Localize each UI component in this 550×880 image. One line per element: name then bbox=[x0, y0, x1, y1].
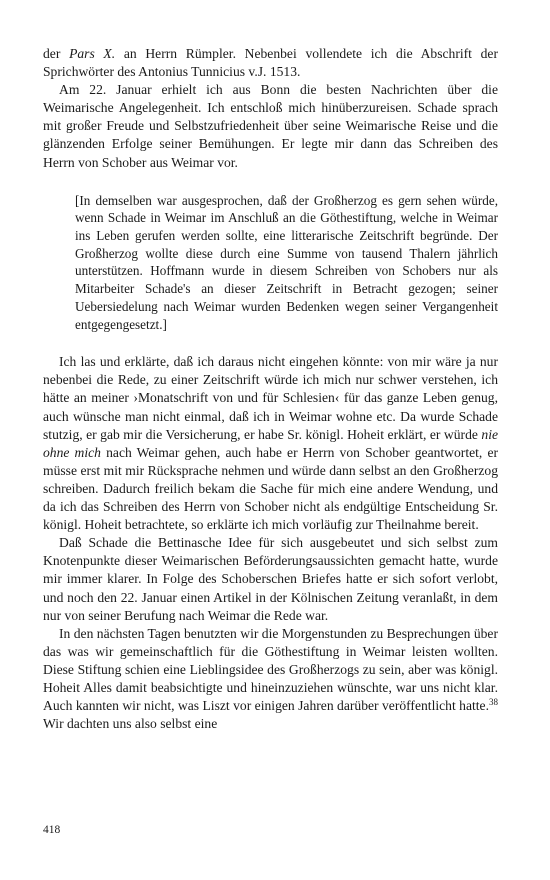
block-quote bbox=[75, 192, 498, 334]
text-run: der bbox=[43, 46, 70, 61]
footnote-ref: 38 bbox=[489, 697, 498, 708]
page-number: 418 bbox=[43, 824, 61, 836]
paragraph bbox=[43, 45, 498, 81]
paragraph bbox=[43, 353, 498, 534]
text-run: Daß Schade die Bettinasche Idee für sich ausgebeutet und sich selbst zum Knotenpunkte dieser Weimarischen Beförderungsaussichten gemacht hatte, wurde mir immer klarer. In Folge des Schoberschen Briefes hatte er sich sofort verlobt, und noch den 22. Januar einen Artikel in der Kölnischen Zeitung veranlaßt, in dem nur von seiner Berufung nach Weimar die Rede war. bbox=[43, 535, 498, 623]
text-run: [In demselben war ausgesprochen, daß der Großherzog es gern sehen würde, wenn Schade in Weimar im Anschluß an die Göthestiftung, welche in Weimar ins Leben gerufen werden sollte, eine litterarische Zeitschrift begründe. Der Großherzog wollte diese durch eine Summe von tausend Thalern jährlich unterstützen. Hoffmann wurde in diesem Schreiben von Schobers nur als Mitarbeiter Schade's an dieser Zeitschrift in Betracht gezogen; seiner Uebersiedelung nach Weimar wurden Bedenken wegen seiner Vergangenheit entgegengesetzt.] bbox=[75, 192, 498, 332]
italic-text: Pars X. bbox=[69, 46, 116, 61]
paragraph bbox=[43, 81, 498, 171]
text-run: Ich las und erklärte, daß ich daraus nicht eingehen könnte: von mir wäre ja nur nebenbei die Rede, zu einer Zeitschrift würde ich mich nur schwer verstehen, ich hätte an meiner ›Monatschrift von und für Schlesien‹ für das ganze Leben genug, auch wünsche man nicht einmal, daß ich in Weimar wohne etc. Da wurde Schade stutzig, er gab mir die Versicherung, er habe Sr. königl. Hoheit erklärt, er würde bbox=[43, 354, 498, 442]
italic-text: nie ohne mich bbox=[43, 426, 498, 460]
text-run: an Herrn Rümpler. Nebenbei vollendete ich die Abschrift der Sprichwörter des Antonius Tunnicius v.J. 1513. bbox=[43, 46, 498, 80]
page-body bbox=[43, 45, 498, 733]
quote-paragraph bbox=[75, 192, 498, 334]
text-run: nach Weimar gehen, auch habe er Herrn von Schober geantwortet, er müsse erst mit mir Rücksprache nehmen und würde dann selbst an den Großherzog schreiben. Dadurch freilich bekam die Sache für mich eine andere Wendung, und da ich das Schreiben des Herrn von Schober nicht als endgültige Entscheidung Sr. königl. Hoheit betrachtete, so erklärte ich mich vorläufig zur Theilnahme bereit. bbox=[43, 444, 499, 533]
text-run: Am 22. Januar erhielt ich aus Bonn die besten Nachrichten über die Weimarische Angelegenheit. Ich entschloß mich hinüberzureisen. Schade sprach mit großer Freude und Selbstzufriedenheit über seine Weimarische Reise und die glänzenden Erfolge seiner Bemühungen. Er legte mir dann das Schreiben des Herrn von Schober aus Weimar vor. bbox=[43, 82, 498, 170]
text-run: Wir dachten uns also selbst eine bbox=[43, 716, 218, 732]
paragraph bbox=[43, 625, 498, 734]
paragraph bbox=[43, 534, 498, 624]
text-run: In den nächsten Tagen benutzten wir die Morgenstunden zu Besprechungen über das was wir gemeinschaftlich für die Göthestiftung in Weimar leisten wollten. Diese Stiftung schien eine Lieblingsidee des Großherzogs zu sein, aber was königl. Hoheit Alles damit beabsichtigte und hineinzuziehen wünschte, war uns nicht klar. Auch kannten wir nicht, was Liszt vor einigen Jahren darüber veröffentlicht hatte. bbox=[43, 625, 498, 714]
